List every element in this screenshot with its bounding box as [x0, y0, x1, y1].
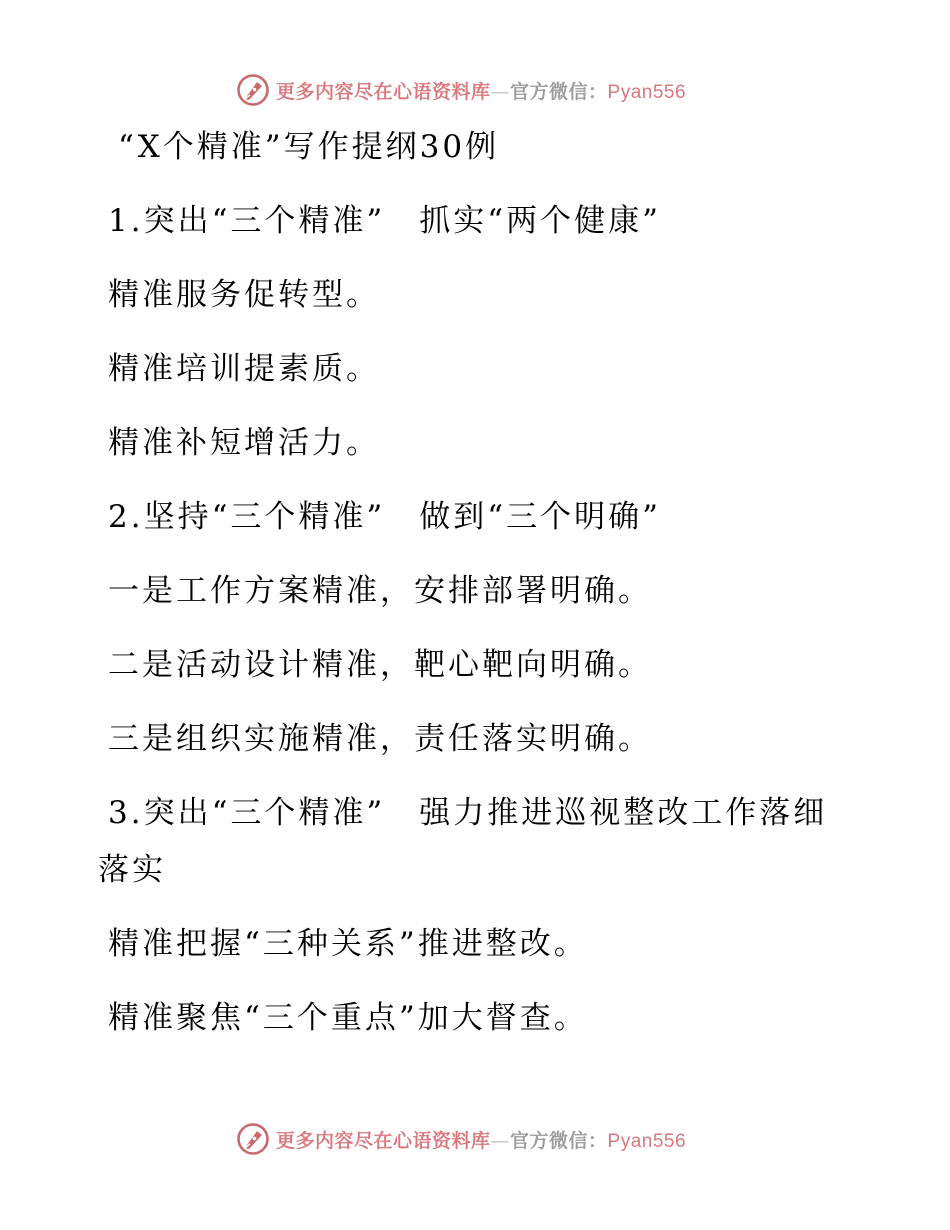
banner-wechat-label: 官方微信： [510, 1129, 608, 1152]
banner-text [276, 1126, 686, 1153]
section-1-item-2: 精准培训提素质。 [108, 351, 380, 387]
pen-nib-logo-icon [236, 73, 270, 107]
banner-wechat-id: Pyan556 [607, 1130, 687, 1152]
section-1-item-3: 精准补短增活力。 [108, 425, 380, 461]
header-banner [0, 70, 950, 110]
footer-banner [0, 1119, 950, 1159]
section-3-item-1: 精准把握“三种关系”推进整改。 [108, 926, 588, 962]
banner-dash: — [490, 1129, 511, 1152]
section-3-heading-line-1: 3.突出“三个精准” 强力推进巡视整改工作落细 [108, 795, 828, 831]
section-3-item-2: 精准聚焦“三个重点”加大督查。 [108, 1000, 588, 1036]
section-2-item-1: 一是工作方案精准，安排部署明确。 [108, 573, 652, 609]
banner-brand: 更多内容尽在心语资料库 [276, 1129, 491, 1152]
document-title: “X个精准”写作提纲30例 [118, 129, 500, 165]
banner-content [236, 1119, 686, 1159]
banner-wechat-label: 官方微信： [510, 80, 608, 103]
section-1-heading: 1.突出“三个精准” 抓实“两个健康” [108, 203, 661, 239]
section-2-item-3: 三是组织实施精准，责任落实明确。 [108, 721, 652, 757]
banner-wechat-id: Pyan556 [607, 81, 687, 103]
banner-content [236, 70, 686, 110]
section-2-item-2: 二是活动设计精准，靶心靶向明确。 [108, 647, 652, 683]
section-3-heading-line-2: 落实 [98, 852, 166, 888]
banner-text [276, 77, 686, 104]
section-1-item-1: 精准服务促转型。 [108, 277, 380, 313]
banner-dash: — [490, 80, 511, 103]
banner-brand: 更多内容尽在心语资料库 [276, 80, 491, 103]
section-2-heading: 2.坚持“三个精准” 做到“三个明确” [108, 499, 661, 535]
pen-nib-logo-icon [236, 1122, 270, 1156]
